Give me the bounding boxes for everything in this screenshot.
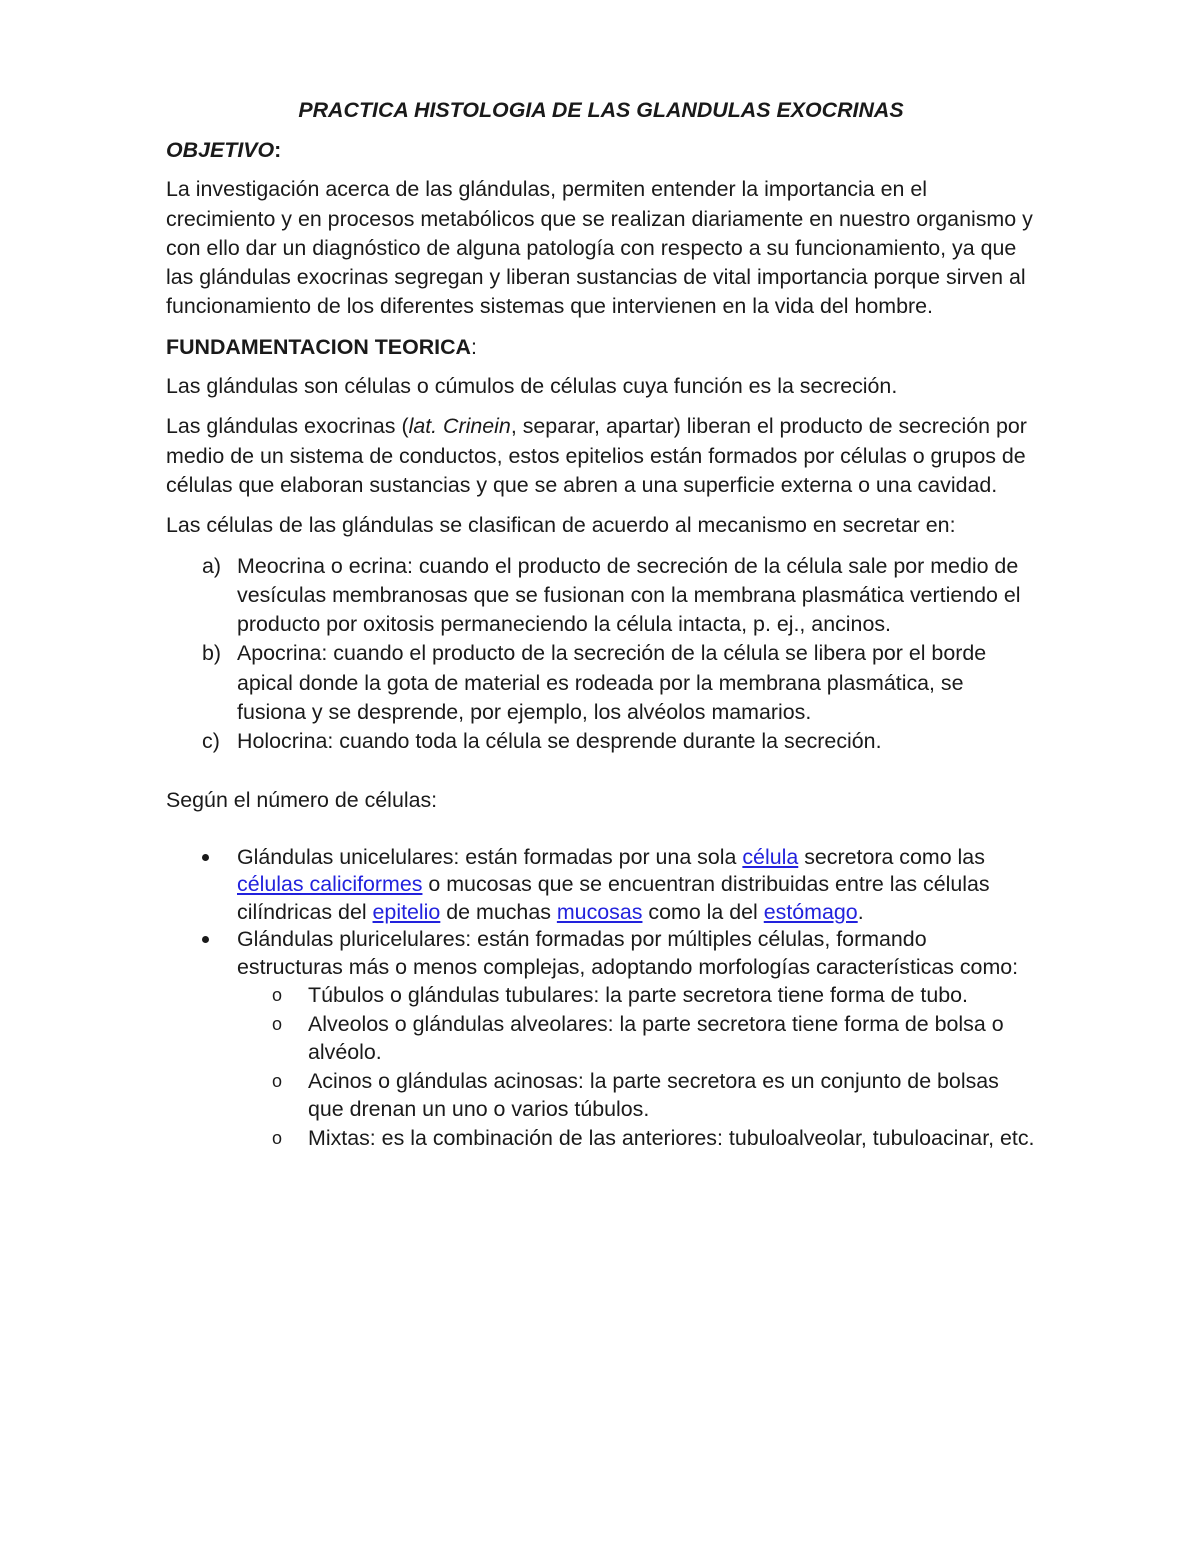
link-mucosas[interactable]: mucosas [556,899,643,924]
objetivo-heading [166,136,1036,165]
segun-paragraph: Según el número de células: [166,787,438,812]
circle-bullet-icon: o [272,1013,283,1034]
morphology-item-alveolos [237,1010,1036,1067]
circle-bullet-icon: o [272,1070,283,1091]
pluricelulares-text: Glándulas pluricelulares: están formadas por múltiples células, formando estructuras más o menos complejas, adoptando morfologías características como: [237,927,1019,979]
objetivo-heading-text: OBJETIVO [166,138,275,162]
exocrinas-text-end: , separar, apartar) liberan el producto de secreción por medio de un sistema de conductos, estos epitelios están formados por células o grupos de células que elaboran sustancias y que se abren a una superficie externa o una cavidad. [166,414,1027,497]
mechanism-item-apocrina [166,639,1036,727]
exocrinas-paragraph [166,412,1036,500]
glandula-type-list [166,844,1036,1153]
link-epitelio[interactable]: epitelio [372,899,441,924]
morphology-item-mixtas [237,1124,1036,1153]
list-marker: c) [202,729,220,754]
objetivo-heading-colon: : [274,138,282,162]
circle-bullet-icon: o [272,1127,283,1148]
list-marker: b) [202,641,222,666]
circle-bullet-icon: o [272,985,283,1006]
fundamentacion-heading-text: FUNDAMENTACION TEORICA [166,334,471,359]
mechanism-text: Holocrina: cuando toda la célula se desprende durante la secreción. [237,729,882,754]
link-estomago[interactable]: estómago [763,899,858,924]
mechanism-text: Meocrina o ecrina: cuando el producto de secreción de la célula sale por medio de vesículas membranosas que se fusionan con la membrana plasmática vertiendo el producto por oxitosis permaneciendo la célula intacta, p. ej., ancinos. [237,553,1021,637]
document-title: PRACTICA HISTOLOGIA DE LAS GLANDULAS EXOCRINAS [298,98,904,122]
morphology-item-acinos [237,1067,1036,1124]
morphology-text: Mixtas: es la combinación de las anteriores: tubuloalveolar, tubuloacinar, etc. [308,1125,1035,1150]
mechanism-text: Apocrina: cuando el producto de la secreción de la célula se libera por el borde apical donde la gota de material es rodeada por la membrana plasmática, se fusiona y se desprende, por ejemplo, los alvéolos mamarios. [237,641,987,725]
morphology-list [237,981,1036,1152]
morphology-text: Túbulos o glándulas tubulares: la parte secretora tiene forma de tubo. [308,983,968,1008]
unicelulares-text: Glándulas unicelulares: están formadas por una sola [237,844,743,869]
mechanism-item-holocrina [166,727,1036,756]
list-item-pluricelulares [166,926,1036,1152]
unicelulares-text: como la del [642,899,764,924]
fundamentacion-heading [166,333,1036,362]
mechanism-item-meocrina [166,552,1036,640]
morphology-text: Acinos o glándulas acinosas: la parte secretora es un conjunto de bolsas que drenan un uno o varios túbulos. [308,1068,999,1122]
unicelulares-text: secretora como las [798,844,985,869]
unicelulares-text: . [857,899,864,924]
bullet-icon [202,936,209,943]
morphology-item-tubulos [237,981,1036,1010]
unicelulares-text: de muchas [440,899,557,924]
exocrinas-latin-term: lat. Crinein [408,414,511,439]
exocrinas-text-start: Las glándulas exocrinas ( [166,414,409,439]
list-item-unicelulares [166,844,1036,927]
objetivo-paragraph: La investigación acerca de las glándulas, permiten entender la importancia en el crecimiento y en procesos metabólicos que se realizan diariamente en nuestro organismo y con ello dar un diagnóstico de alguna patología con respecto a su funcionamiento, ya que las glándulas exocrinas segregan y liberan sustancias de vital importancia porque sirven al funcionamiento de los diferentes sistemas que intervienen en la vida del hombre. [166,177,1033,319]
unicelulares-text: o mucosas que se encuentran distribuidas entre las células cilíndricas del [237,872,990,924]
morphology-text: Alveolos o glándulas alveolares: la parte secretora tiene forma de bolsa o alvéolo. [308,1011,1004,1065]
bullet-icon [202,854,209,861]
list-marker: a) [202,553,222,578]
mechanism-list [166,552,1036,757]
clasificacion-paragraph: Las células de las glándulas se clasifican de acuerdo al mecanismo en secretar en: [166,513,956,538]
glandulas-definition-paragraph: Las glándulas son células o cúmulos de células cuya función es la secreción. [166,374,898,399]
document-page [166,96,1036,1152]
link-celulas-caliciformes[interactable]: células caliciformes [237,872,423,897]
link-celula[interactable]: célula [742,844,799,869]
fundamentacion-heading-colon: : [471,334,477,359]
